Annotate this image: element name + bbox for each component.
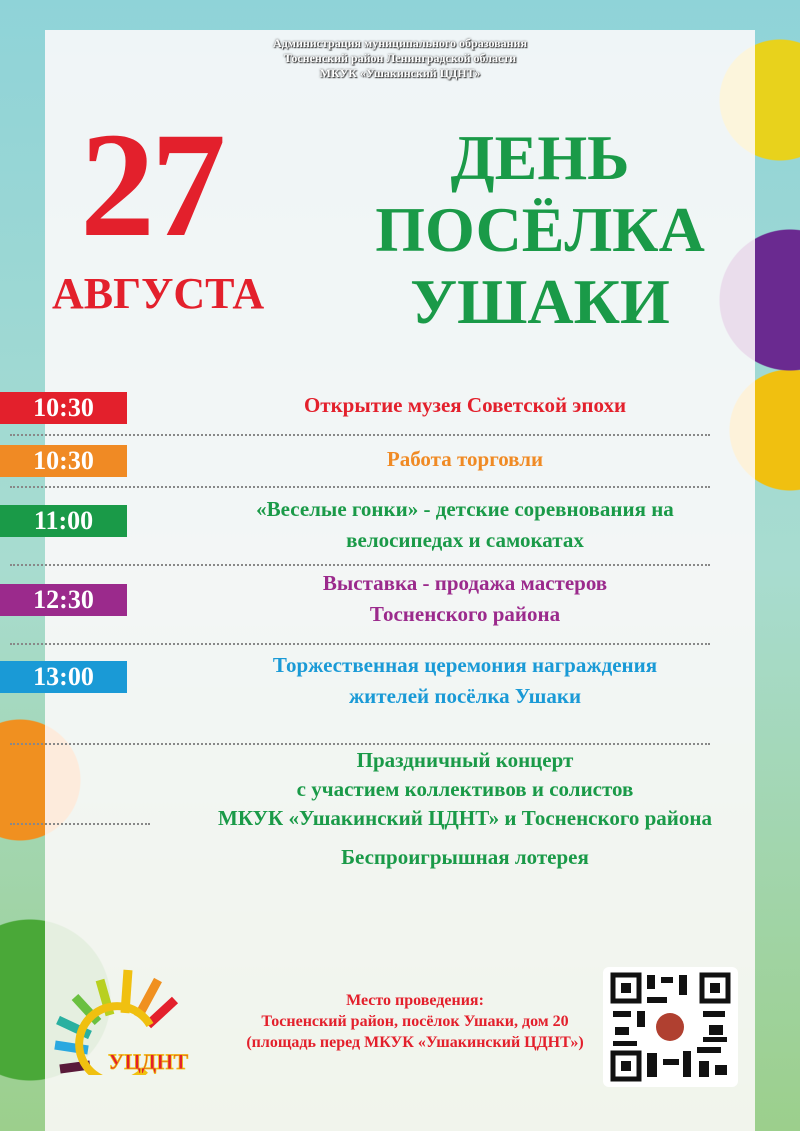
divider	[10, 643, 710, 645]
date-month: АВГУСТА	[52, 269, 265, 318]
event-item	[140, 494, 790, 556]
header-line: Тосненский район Ленинградской области	[283, 51, 517, 65]
title-line: ДЕНЬ	[450, 122, 630, 193]
title-line: ПОСЁЛКА	[375, 194, 705, 265]
event-text: Торжественная церемония награждения	[272, 653, 658, 677]
logo-text: УЦДНТ	[108, 1049, 189, 1074]
date-day: 27	[80, 102, 222, 268]
concert-item	[140, 746, 790, 833]
event-title	[330, 122, 750, 338]
organizer-header	[0, 36, 800, 81]
venue-address: Тосненский район, посёлок Ушаки, дом 20	[261, 1013, 569, 1030]
venue-address-note: (площадь перед МКУК «Ушакинский ЦДНТ»)	[246, 1034, 584, 1051]
event-text: Праздничный концерт	[356, 748, 574, 772]
time-badge: 10:30	[0, 445, 127, 477]
event-item	[140, 390, 790, 421]
header-line: МКУК «Ушакинский ЦДНТ»	[319, 66, 481, 80]
title-line: УШАКИ	[410, 266, 670, 337]
event-text: Открытие музея Советской эпохи	[303, 393, 627, 417]
divider	[10, 486, 710, 488]
time-badge: 11:00	[0, 505, 127, 537]
header-line: Администрация муниципального образования	[273, 36, 527, 50]
divider	[10, 743, 710, 745]
divider	[10, 823, 150, 825]
event-text: с участием коллективов и солистов	[296, 777, 634, 801]
event-text: «Веселые гонки» - детские соревнования на	[256, 497, 674, 521]
event-text: Работа торговли	[386, 447, 544, 471]
time-badge: 12:30	[0, 584, 127, 616]
event-item	[140, 568, 790, 630]
venue-label: Место проведения:	[346, 992, 484, 1009]
venue	[195, 990, 635, 1053]
event-item	[140, 444, 790, 475]
lottery-item: Беспроигрышная лотерея	[341, 845, 589, 869]
event-item	[140, 650, 790, 712]
time-badge: 10:30	[0, 392, 127, 424]
uzdnt-logo	[50, 965, 195, 1075]
divider	[10, 564, 710, 566]
time-badge: 13:00	[0, 661, 127, 693]
event-text: Тосненского района	[369, 602, 561, 626]
event-text: Выставка - продажа мастеров	[322, 571, 608, 595]
event-text: МКУК «Ушакинский ЦДНТ» и Тосненского района	[218, 806, 712, 830]
divider	[10, 434, 710, 436]
qr-code[interactable]	[603, 967, 738, 1087]
event-text: велосипедах и самокатах	[346, 528, 584, 552]
event-text: жителей посёлка Ушаки	[348, 684, 582, 708]
